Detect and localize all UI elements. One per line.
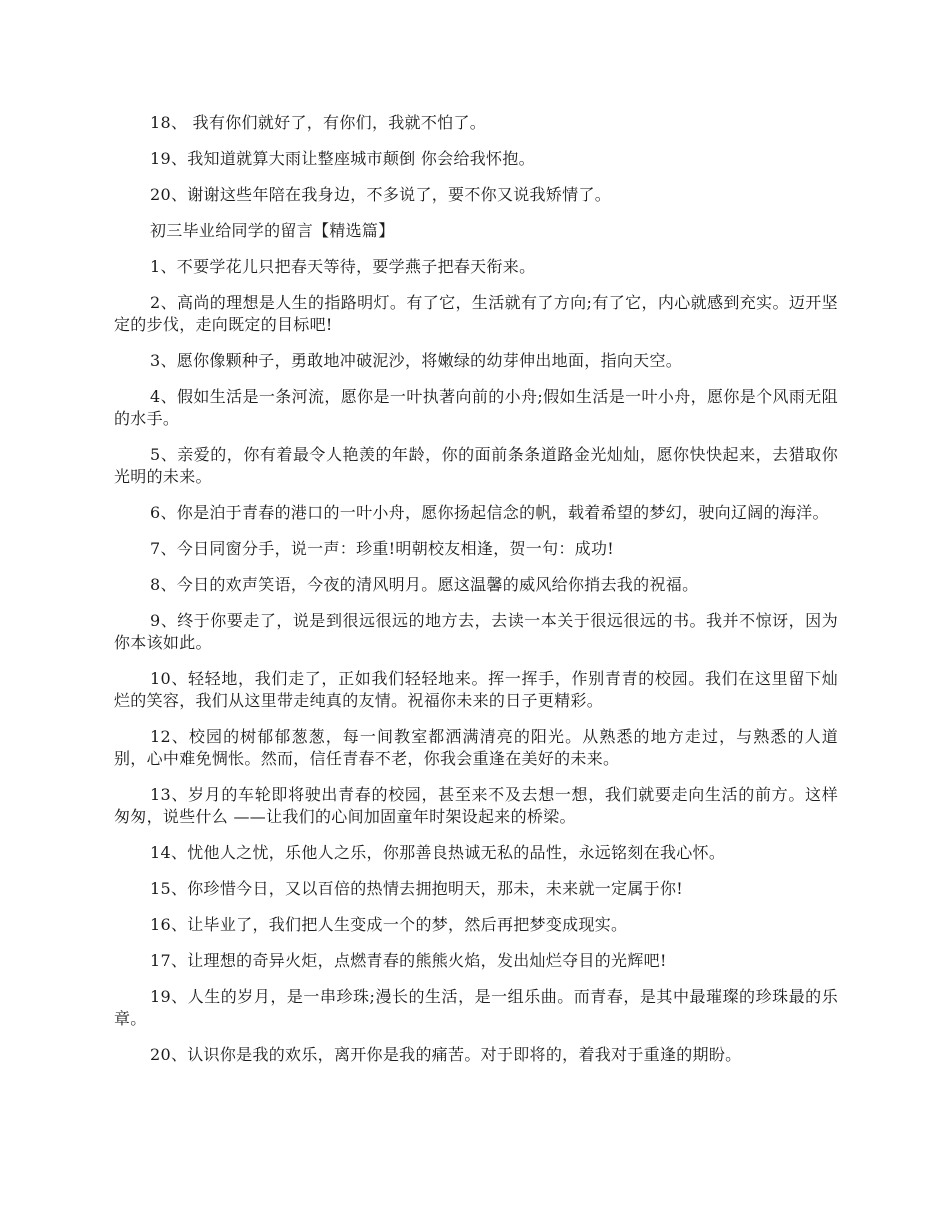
list-item: 12、校园的树郁郁葱葱，每一间教室都洒满清亮的阳光。从熟悉的地方走过，与熟悉的人道别，心中难免惆怅。然而，信任青春不老，你我会重逢在美好的未来。: [114, 727, 838, 768]
list-item: 2、高尚的理想是人生的指路明灯。有了它，生活就有了方向;有了它，内心就感到充实。迈开坚定的步伐，走向既定的目标吧!: [114, 293, 838, 334]
list-item: 16、让毕业了，我们把人生变成一个的梦，然后再把梦变成现实。: [150, 915, 628, 934]
list-item: 3、愿你像颗种子，勇敢地冲破泥沙，将嫩绿的幼芽伸出地面，指向天空。: [150, 351, 683, 370]
list-item: 1、不要学花儿只把春天等待，要学燕子把春天衔来。: [150, 257, 536, 276]
list-item: 20、认识你是我的欢乐，离开你是我的痛苦。对于即将的，着我对于重逢的期盼。: [150, 1045, 742, 1064]
list-item: 7、今日同窗分手，说一声：珍重!明朝校友相逢，贺一句：成功!: [150, 539, 615, 558]
list-item: 18、 我有你们就好了，有你们，我就不怕了。: [150, 113, 487, 132]
document-body: [114, 112, 838, 1080]
list-item: 15、你珍惜今日，又以百倍的热情去拥抱明天，那未，未来就一定属于你!: [150, 879, 683, 898]
list-item: 19、我知道就算大雨让整座城市颠倒 你会给我怀抱。: [150, 149, 535, 168]
list-item: 14、忧他人之忧，乐他人之乐，你那善良热诚无私的品性，永远铭刻在我心怀。: [150, 843, 726, 862]
list-item: 17、让理想的奇异火炬，点燃青春的熊熊火焰，发出灿烂夺目的光辉吧!: [150, 951, 667, 970]
list-item: 20、谢谢这些年陪在我身边，不多说了，要不你又说我矫情了。: [150, 185, 612, 204]
list-item: 9、终于你要走了，说是到很远很远的地方去，去读一本关于很远很远的书。我并不惊讶，因为你本该如此。: [114, 611, 838, 652]
list-item: 13、岁月的车轮即将驶出青春的校园，甚至来不及去想一想，我们就要走向生活的前方。这样匆匆，说些什么 ——让我们的心间加固童年时架设起来的桥梁。: [114, 785, 838, 826]
list-item: 10、轻轻地，我们走了，正如我们轻轻地来。挥一挥手，作别青青的校园。我们在这里留下灿烂的笑容，我们从这里带走纯真的友情。祝福你未来的日子更精彩。: [114, 669, 838, 710]
list-item: 4、假如生活是一条河流，愿你是一叶执著向前的小舟;假如生活是一叶小舟，愿你是个风雨无阻的水手。: [114, 387, 838, 428]
list-item: 6、你是泊于青春的港口的一叶小舟，愿你扬起信念的帆，载着希望的梦幻，驶向辽阔的海洋。: [150, 503, 829, 522]
list-item: 8、今日的欢声笑语，今夜的清风明月。愿这温馨的威风给你捎去我的祝福。: [150, 575, 699, 594]
section-title: 初三毕业给同学的留言【精选篇】: [150, 221, 395, 240]
list-item: 19、人生的岁月，是一串珍珠;漫长的生活，是一组乐曲。而青春，是其中最璀璨的珍珠最的乐章。: [114, 987, 838, 1028]
list-item: 5、亲爱的，你有着最令人艳羡的年龄，你的面前条条道路金光灿灿，愿你快快起来，去猎取你光明的未来。: [114, 445, 838, 486]
